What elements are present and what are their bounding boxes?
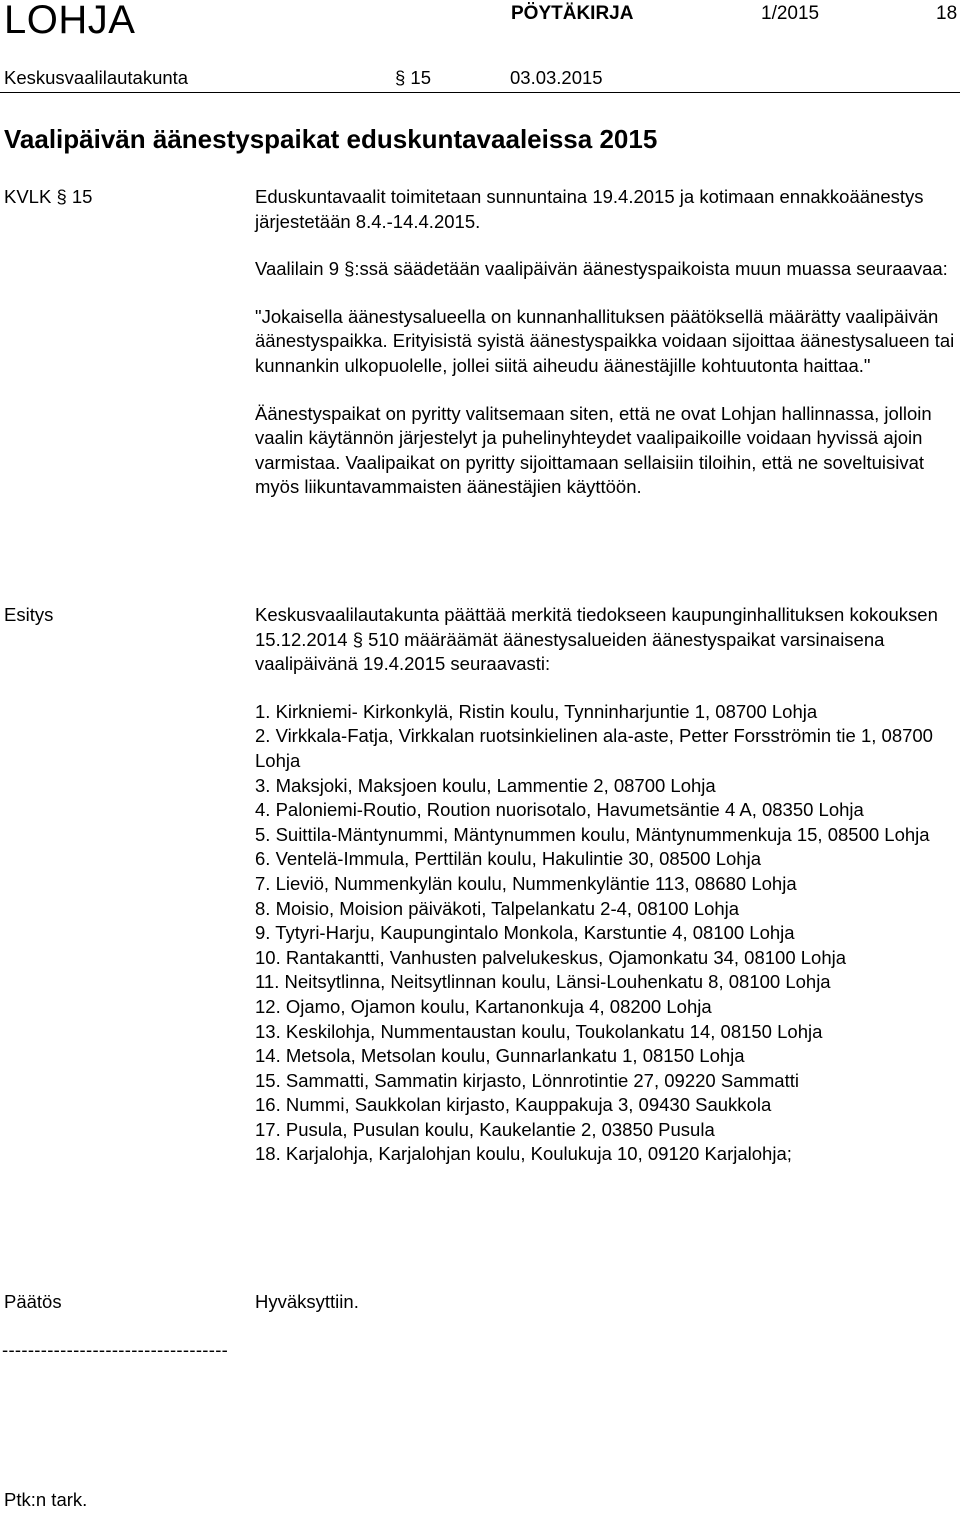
list-item: 4. Paloniemi-Routio, Roution nuorisotalo, Havumetsäntie 4 A, 08350 Lohja <box>255 799 864 821</box>
kvlk-paragraph: Vaalilain 9 §:ssä säädetään vaalipäivän äänestyspaikoista muun muassa seuraavaa: <box>255 258 948 280</box>
list-item: 5. Suittila-Mäntynummi, Mäntynummen koulu, Mäntynummenkuja 15, 08500 Lohja <box>255 823 930 845</box>
list-item: 16. Nummi, Saukkolan kirjasto, Kauppakuja 3, 09430 Saukkola <box>255 1094 772 1116</box>
list-item: 13. Keskilohja, Nummentaustan koulu, Toukolankatu 14, 08150 Lohja <box>255 1020 823 1042</box>
paatos-text: Hyväksyttiin. <box>255 1291 359 1312</box>
doc-type: PÖYTÄKIRJA <box>511 3 634 24</box>
list-item: 10. Rantakantti, Vanhusten palvelukeskus, Ojamonkatu 34, 08100 Lohja <box>255 946 847 968</box>
list-item: 11. Neitsytlinna, Neitsytlinnan koulu, Länsi-Louhenkatu 8, 08100 Lohja <box>255 971 831 993</box>
committee-name: Keskusvaalilautakunta <box>4 67 189 88</box>
section-number: § 15 <box>395 67 432 88</box>
esitys-intro: Keskusvaalilautakunta päättää merkitä tiedokseen kaupunginhallituksen kokouksen 15.12.2014 § 510 määräämät äänestysalueiden äänestyspaikat varsinaisena vaalipäivänä 19.4.2015 seuraavasti: <box>255 604 938 675</box>
minutes-checkers-note: Ptk:n tark. <box>4 1489 88 1510</box>
list-item: 9. Tytyri-Harju, Kaupungintalo Monkola, Karstuntie 4, 08100 Lohja <box>255 922 795 944</box>
list-item: 3. Maksjoki, Maksjoen koulu, Lammentie 2, 08700 Lohja <box>255 774 716 796</box>
list-item: 1. Kirkniemi- Kirkonkylä, Ristin koulu, Tynninharjuntie 1, 08700 Lohja <box>255 700 818 722</box>
list-item: 18. Karjalohja, Karjalohjan koulu, Koulukuja 10, 09120 Karjalohja; <box>255 1143 792 1165</box>
meeting-date: 03.03.2015 <box>510 67 603 88</box>
kvlk-paragraph: Eduskuntavaalit toimitetaan sunnuntaina 19.4.2015 ja kotimaan ennakkoäänestys järjestetään 8.4.-14.4.2015. <box>255 186 924 232</box>
list-item: 8. Moisio, Moision päiväkoti, Talpelankatu 2-4, 08100 Lohja <box>255 897 740 919</box>
list-item: 17. Pusula, Pusulan koulu, Kaukelantie 2, 03850 Pusula <box>255 1118 715 1140</box>
lohja-logo: LOHJA <box>4 0 136 42</box>
list-item: 6. Ventelä-Immula, Perttilän koulu, Hakulintie 30, 08500 Lohja <box>255 848 761 870</box>
paatos-label: Päätös <box>4 1291 62 1312</box>
esitys-body <box>255 603 955 1167</box>
header-rule <box>0 92 960 93</box>
page-title: Vaalipäivän äänestyspaikat eduskuntavaaleissa 2015 <box>4 124 658 154</box>
kvlk-quote: "Jokaisella äänestysalueella on kunnanhallituksen päätöksellä määrätty vaalipäivän äänestyspaikka. Erityisistä syistä äänestyspaikka voidaan sijoittaa äänestysalueen tai kunnankin ulkopuolelle, jollei siitä aiheudu äänestäjille kohtuutonta haittaa." <box>255 305 955 376</box>
list-item: 14. Metsola, Metsolan koulu, Gunnarlankatu 1, 08150 Lohja <box>255 1045 745 1067</box>
separator-dashes: ----------------------------------- <box>2 1339 229 1360</box>
polling-place-list <box>255 700 955 1167</box>
kvlk-label: KVLK § 15 <box>4 186 93 207</box>
list-item: 12. Ojamo, Ojamon koulu, Kartanonkuja 4, 08200 Lohja <box>255 995 712 1017</box>
list-item: 7. Lieviö, Nummenkylän koulu, Nummenkyläntie 113, 08680 Lohja <box>255 872 797 894</box>
esitys-label: Esitys <box>4 604 54 625</box>
page-number: 18 <box>936 3 958 24</box>
kvlk-body <box>255 185 955 500</box>
doc-number: 1/2015 <box>761 3 820 24</box>
list-item: 15. Sammatti, Sammatin kirjasto, Lönnrotintie 27, 09220 Sammatti <box>255 1069 799 1091</box>
kvlk-paragraph: Äänestyspaikat on pyritty valitsemaan siten, että ne ovat Lohjan hallinnassa, jolloin vaalin käytännön järjestelyt ja puhelinyhteydet vaalipaikoille voidaan hyvissä ajoin varmistaa. Vaalipaikat on pyritty sijoittamaan sellaisiin tiloihin, että ne soveltuisivat myös liikuntavammaisten äänestäjien käyttöön. <box>255 402 932 498</box>
list-item: 2. Virkkala-Fatja, Virkkalan ruotsinkielinen ala-aste, Petter Forsströmin tie 1, 08700 Lohja <box>255 725 933 771</box>
